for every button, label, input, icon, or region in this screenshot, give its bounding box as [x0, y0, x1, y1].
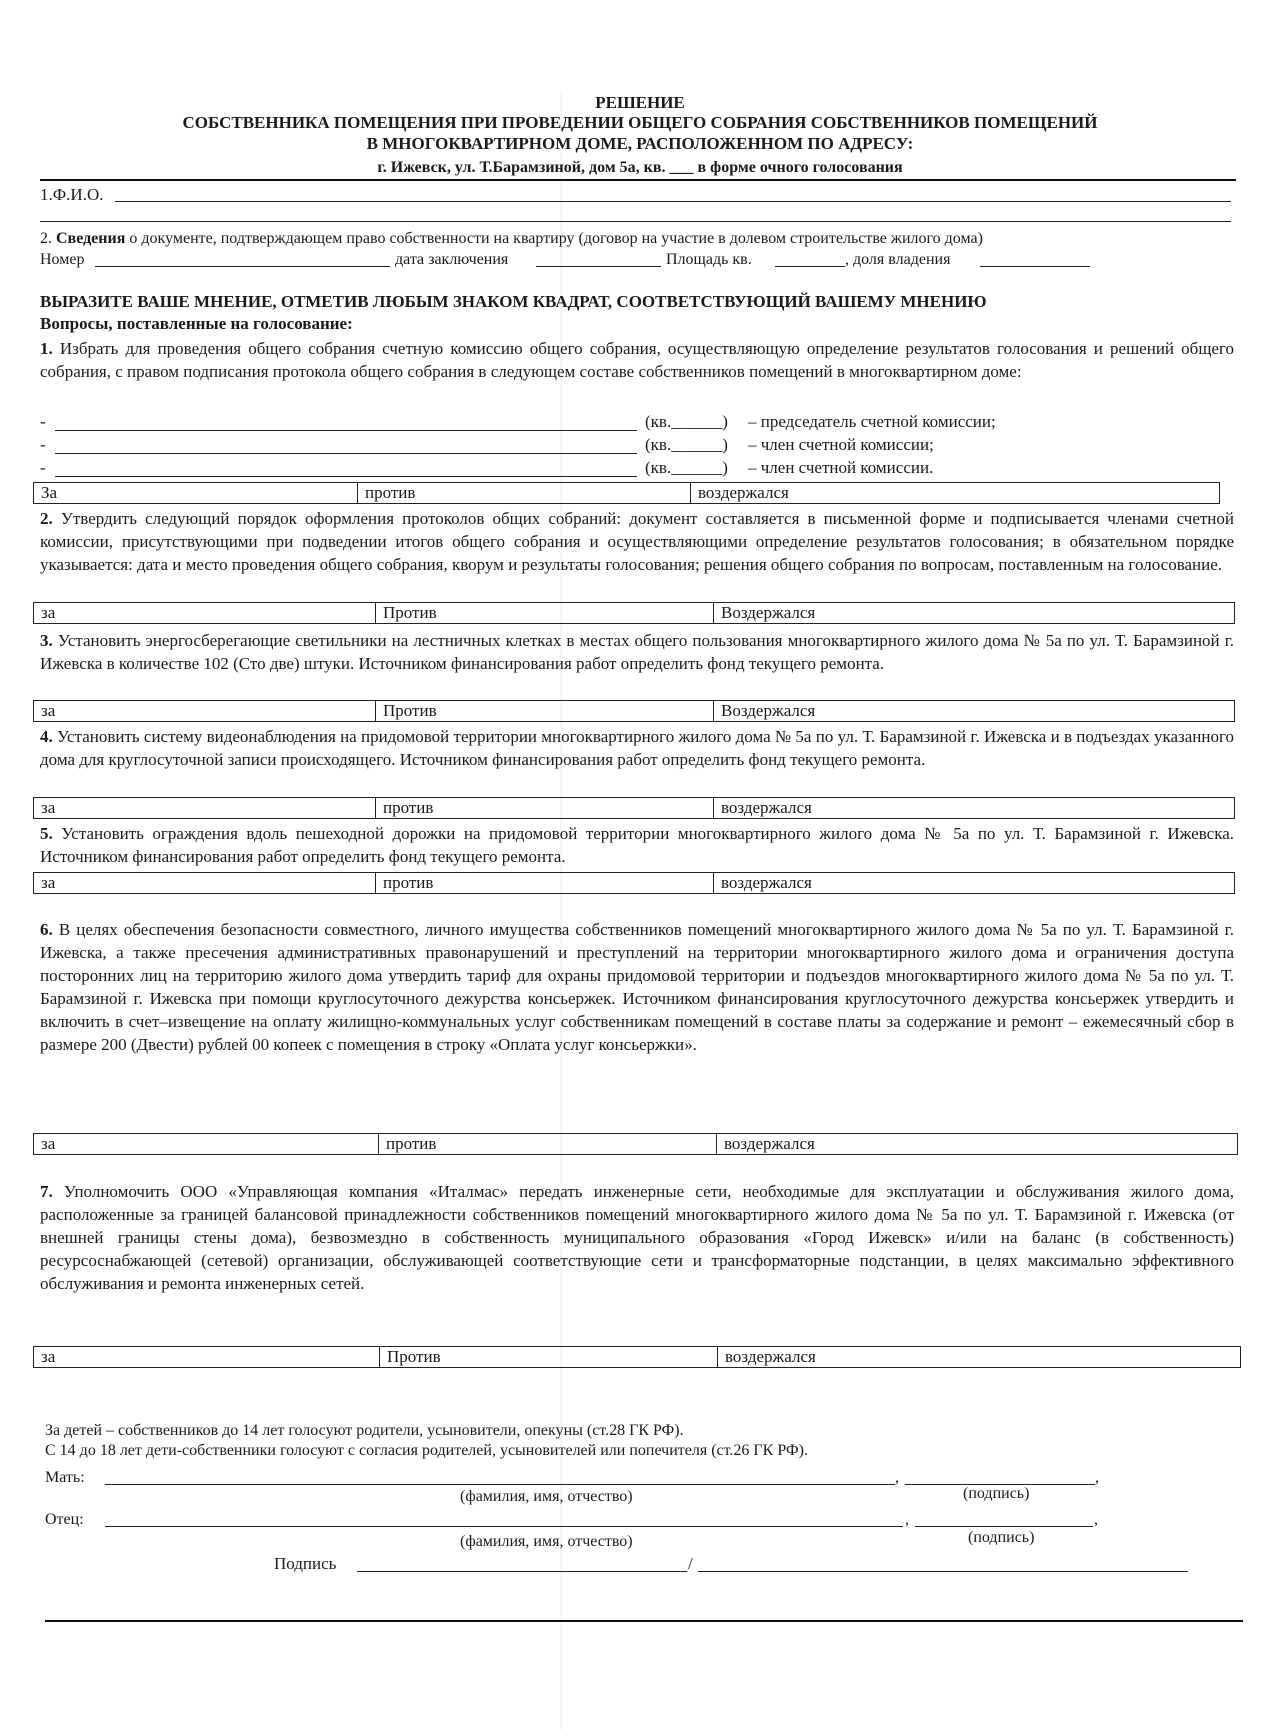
vote-for-box[interactable]: за: [41, 701, 56, 720]
question-2: [40, 507, 1234, 576]
question-6: [40, 918, 1234, 1056]
instruction-heading: ВЫРАЗИТЕ ВАШЕ МНЕНИЕ, ОТМЕТИВ ЛЮБЫМ ЗНАКОМ КВАДРАТ, СООТВЕТСТВУЮЩИЙ ВАШЕМУ МНЕНИЮ: [40, 292, 987, 311]
member-kv: (кв.______): [645, 435, 728, 454]
area-field[interactable]: [775, 266, 845, 267]
comma: ,: [1095, 1469, 1099, 1486]
vote-row-3: [33, 700, 1235, 722]
question-text: В целях обеспечения безопасности совместного, личного имущества собственников помещений многоквартирного жилого дома № 5а по ул. Т. Барамзиной г. Ижевска, а также пресечения административных правонарушений и преступлений на территории многоквартирного жилого дома и ограничения доступа посторонних лиц на территорию жилого дома утвердить тариф для охраны придомовой территории и подъездов многоквартирного жилого дома № 5а по ул. Т. Барамзиной г. Ижевска при помощи круглосуточного дежурства консьержек. Источником финансирования круглосуточного дежурства консьержек утвердить и включить в счет–извещение на оплату жилищно-коммунальных услуг собственникам помещений в составе платы за содержание и ремонт – ежемесячный сбор в размере 200 (Двести) рублей 00 копеек с помещения в строку «Оплата услуг консьержки».: [40, 920, 1234, 1054]
question-number: 6.: [40, 920, 53, 939]
comma: ,: [895, 1469, 899, 1486]
vote-row-6: [33, 1133, 1238, 1155]
date-label: дата заключения: [395, 251, 509, 268]
question-number: 4.: [40, 727, 53, 746]
vote-against-box[interactable]: Против: [379, 1347, 717, 1367]
question-text: Утвердить следующий порядок оформления протоколов общих собраний: документ составляется в письменной форме и подписывается членами счетной комиссии, присутствующими при подведении итогов общего собрания и осуществляющими определение результатов голосования; в обязательном порядке указывается: дата и место проведения общего собрания, кворум и результаты голосования; решения общего собрания по вопросам, поставленным на голосование.: [40, 509, 1234, 574]
member-role: – председатель счетной комиссии;: [748, 412, 996, 431]
vote-abstain-box[interactable]: воздержался: [717, 1347, 1240, 1367]
ownership-intro: [40, 229, 1234, 249]
date-field[interactable]: [536, 266, 661, 267]
mother-sign-caption: (подпись): [963, 1485, 1030, 1502]
member-kv: (кв.______): [645, 412, 728, 431]
ownership-rest: о документе, подтверждающем право собственности на квартиру (договор на участие в долевом строительстве жилого дома): [129, 230, 983, 247]
area-label: Площадь кв.: [666, 251, 752, 268]
vote-row-7: [33, 1346, 1241, 1368]
question-number: 2.: [40, 509, 53, 528]
vote-row-4: [33, 797, 1235, 819]
question-text: Установить ограждения вдоль пешеходной дорожки на придомовой территории многоквартирного жилого дома № 5а по ул. Т. Барамзиной г. Ижевска. Источником финансирования работ определить фонд текущего ремонта.: [40, 824, 1234, 866]
father-signature-field[interactable]: [915, 1526, 1093, 1527]
signature-slash: /: [688, 1554, 693, 1573]
share-field[interactable]: [980, 266, 1090, 267]
vote-for-box[interactable]: за: [41, 1134, 56, 1153]
question-text: Избрать для проведения общего собрания счетную комиссию общего собрания, осуществляющую определение результатов голосования и решений общего собрания, с правом подписания протокола общего собрания в следующем составе собственников помещений в многоквартирном доме:: [40, 339, 1235, 381]
member-role: – член счетной комиссии;: [748, 435, 934, 454]
vote-for-box[interactable]: за: [41, 873, 56, 892]
vote-abstain-box[interactable]: воздержался: [713, 798, 1234, 818]
father-sign-caption: (подпись): [968, 1529, 1035, 1546]
member-2-field[interactable]: [55, 453, 637, 454]
father-fio-field[interactable]: [105, 1526, 903, 1527]
vote-for-box[interactable]: за: [41, 798, 56, 817]
document-title: РЕШЕНИЕ: [595, 93, 685, 112]
vote-abstain-box[interactable]: воздержался: [716, 1134, 1237, 1154]
comma: ,: [905, 1511, 909, 1528]
member-role: – член счетной комиссии.: [748, 458, 934, 477]
vote-for-box[interactable]: за: [41, 603, 56, 622]
member-1-field[interactable]: [55, 430, 637, 431]
member-3-field[interactable]: [55, 476, 637, 477]
question-text: Установить энергосберегающие светильники на лестничных клетках в местах общего пользования многоквартирного жилого дома № 5а по ул. Т. Барамзиной г. Ижевска в количестве 102 (Сто две) штуки. Источником финансирования работ определить фонд текущего ремонта.: [40, 631, 1235, 673]
mother-fio-caption: (фамилия, имя, отчество): [460, 1488, 633, 1505]
member-kv: (кв.______): [645, 458, 728, 477]
document-subtitle-2: В МНОГОКВАРТИРНОМ ДОМЕ, РАСПОЛОЖЕННОМ ПО АДРЕСУ:: [366, 134, 914, 153]
vote-abstain-box[interactable]: Воздержался: [713, 701, 1234, 721]
member-dash: -: [40, 412, 46, 431]
father-label: Отец:: [45, 1511, 84, 1528]
vote-row-2: [33, 602, 1235, 624]
question-text: Установить систему видеонаблюдения на придомовой территории многоквартирного жилого дома № 5а по ул. Т. Барамзиной г. Ижевска и в подъездах указанного дома для круглосуточной записи происходящего. Источником финансирования работ определить фонд текущего ремонта.: [40, 727, 1234, 769]
question-text: Уполномочить ООО «Управляющая компания «Италмас» передать инженерные сети, необходимые для эксплуатации и обслуживания жилого дома, расположенные за границей балансовой принадлежности собственников помещений многоквартирного жилого дома № 5а по ул. Т. Барамзиной г. Ижевска (от внешней границы стены дома), безвозмездно в собственность муниципального образования «Город Ижевск» и/или на баланс (в собственность) ресурсоснабжающей (сетевой) организации, обслуживающей соответствующие сети и трансформаторные подстанции, в целях максимально эффективного обслуживания и ремонта инженерных сетей.: [40, 1182, 1234, 1293]
vote-against-box[interactable]: против: [378, 1134, 716, 1154]
ownership-num: 2.: [40, 230, 52, 247]
vote-for-box[interactable]: за: [41, 1347, 56, 1366]
question-7: [40, 1180, 1234, 1295]
comma: ,: [1094, 1511, 1098, 1528]
vote-abstain-box[interactable]: воздержался: [713, 873, 1234, 893]
number-field[interactable]: [95, 266, 390, 267]
member-dash: -: [40, 458, 46, 477]
signature-field[interactable]: [357, 1571, 687, 1572]
vote-against-box[interactable]: против: [375, 798, 713, 818]
question-number: 3.: [40, 631, 53, 650]
vote-row-1: [33, 482, 1220, 504]
question-1: [40, 337, 1234, 383]
question-number: 7.: [40, 1182, 53, 1201]
footer-rule: [45, 1620, 1243, 1622]
member-dash: -: [40, 435, 46, 454]
vote-abstain-box[interactable]: воздержался: [690, 483, 1219, 503]
question-number: 5.: [40, 824, 53, 843]
signature-name-field[interactable]: [698, 1571, 1188, 1572]
vote-row-5: [33, 872, 1235, 894]
children-note-1: За детей – собственников до 14 лет голосуют родители, усыновители, опекуны (ст.28 ГК РФ).: [45, 1422, 684, 1439]
number-label: Номер: [40, 251, 85, 268]
question-5: [40, 822, 1234, 868]
fio-field-line-2[interactable]: [40, 221, 1231, 222]
question-4: [40, 725, 1234, 771]
address-line: г. Ижевск, ул. Т.Барамзиной, дом 5а, кв. ___ в форме очного голосования: [377, 159, 903, 176]
children-note-2: С 14 до 18 лет дети-собственники голосуют с согласия родителей, усыновителей или попечителя (ст.26 ГК РФ).: [45, 1442, 808, 1459]
fio-label: 1.Ф.И.О.: [40, 185, 104, 204]
fio-field[interactable]: [115, 201, 1231, 202]
vote-against-box[interactable]: против: [375, 873, 713, 893]
share-label: , доля владения: [845, 251, 951, 268]
question-number: 1.: [40, 339, 53, 358]
vote-for-box[interactable]: За: [41, 483, 58, 502]
vote-against-box[interactable]: Против: [375, 603, 713, 623]
mother-label: Мать:: [45, 1469, 85, 1486]
ownership-bold: Сведения: [56, 230, 126, 247]
mother-fio-field[interactable]: [105, 1484, 895, 1485]
questions-label: Вопросы, поставленные на голосование:: [40, 314, 353, 333]
question-3: [40, 629, 1234, 675]
signature-label: Подпись: [274, 1554, 337, 1573]
vote-against-box[interactable]: Против: [375, 701, 713, 721]
document-subtitle-1: СОБСТВЕННИКА ПОМЕЩЕНИЯ ПРИ ПРОВЕДЕНИИ ОБЩЕГО СОБРАНИЯ СОБСТВЕННИКОВ ПОМЕЩЕНИЙ: [182, 113, 1098, 132]
header-rule: [40, 179, 1236, 181]
father-fio-caption: (фамилия, имя, отчество): [460, 1533, 633, 1550]
vote-abstain-box[interactable]: Воздержался: [713, 603, 1234, 623]
vote-against-box[interactable]: против: [357, 483, 690, 503]
